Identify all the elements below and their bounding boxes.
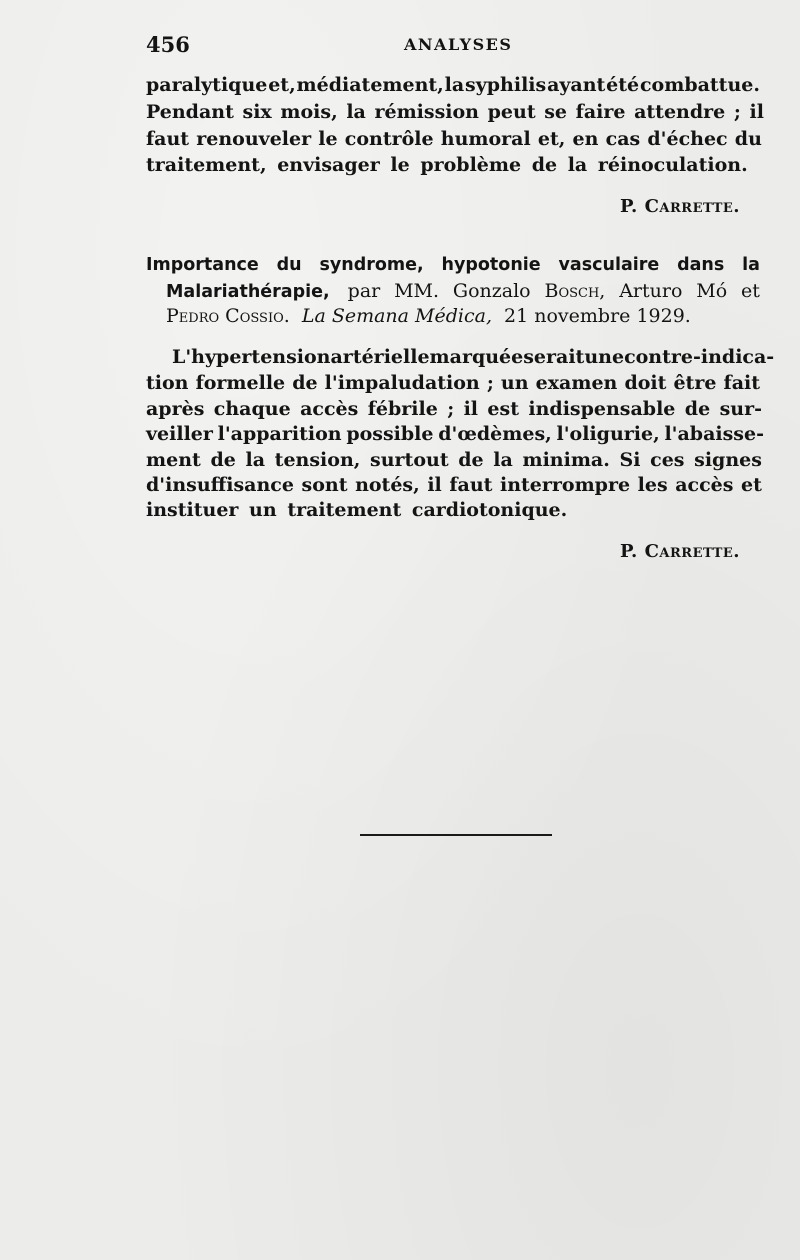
- word: médiatement,: [296, 74, 444, 96]
- word: artérielle: [330, 346, 430, 368]
- word: le: [318, 128, 338, 150]
- word: le: [390, 154, 410, 176]
- word: attendre: [634, 101, 726, 123]
- word: accès: [675, 474, 734, 496]
- word: Bosch,: [544, 280, 606, 302]
- word: veiller: [146, 423, 213, 445]
- article-title-word: Malariathérapie,: [166, 282, 330, 302]
- word: après: [146, 398, 205, 420]
- word: humoral: [440, 128, 531, 150]
- article-authors: [348, 280, 760, 302]
- word: l'impaludation: [324, 372, 480, 394]
- word: réinoculation.: [597, 154, 748, 176]
- word: la: [245, 449, 266, 471]
- word: contrôle: [344, 128, 434, 150]
- word: combattue.: [639, 74, 760, 96]
- word: et,: [268, 74, 296, 96]
- word: ment: [146, 449, 201, 471]
- word: L'hypertension: [172, 346, 331, 368]
- article-title-line: [166, 280, 760, 302]
- word: Si: [619, 449, 641, 471]
- word: syndrome,: [319, 255, 424, 275]
- word: de: [531, 154, 558, 176]
- word: serait: [523, 346, 585, 368]
- word: six: [242, 101, 272, 123]
- paragraph-line: [146, 74, 760, 96]
- page-number: 456: [146, 32, 190, 57]
- journal-name: La Semana Médica,: [301, 305, 492, 327]
- word: de: [210, 449, 236, 471]
- word: fébrile: [367, 398, 438, 420]
- word: faut: [449, 474, 493, 496]
- word: en: [572, 128, 599, 150]
- word: examen: [535, 372, 618, 394]
- word: il: [463, 398, 479, 420]
- paragraph-line: [172, 346, 775, 368]
- word: chaque: [213, 398, 291, 420]
- word: sont: [301, 474, 348, 496]
- word: faire: [575, 101, 626, 123]
- word: et,: [537, 128, 566, 150]
- signature: P. Carrette.: [620, 541, 741, 562]
- word: dans: [677, 255, 725, 275]
- word: ;: [733, 101, 741, 123]
- word: signes: [694, 449, 762, 471]
- paragraph-line: [146, 398, 762, 420]
- word: traitement: [287, 499, 402, 521]
- word: l'oligurie,: [556, 423, 660, 445]
- word: cardiotonique.: [411, 499, 568, 521]
- word: être: [673, 372, 717, 394]
- word: un: [249, 499, 277, 521]
- word: Pendant: [146, 101, 234, 123]
- word: de: [292, 372, 318, 394]
- word: ;: [447, 398, 455, 420]
- word: Arturo: [619, 280, 683, 302]
- word: formelle: [195, 372, 286, 394]
- word: la: [444, 74, 465, 96]
- word: il: [427, 474, 442, 496]
- word: doit: [624, 372, 667, 394]
- word: Gonzalo: [452, 280, 531, 302]
- word: les: [637, 474, 668, 496]
- word: Mó: [696, 280, 728, 302]
- word: de: [684, 398, 711, 420]
- word: tension,: [274, 449, 361, 471]
- word: ces: [650, 449, 685, 471]
- paragraph-line: [146, 423, 764, 445]
- word: l'apparition: [217, 423, 342, 445]
- word: faut: [146, 128, 190, 150]
- word: envisager: [277, 154, 380, 176]
- paragraph-line: [146, 128, 762, 150]
- word: syphilis: [465, 74, 547, 96]
- publication-date: 21 novembre 1929.: [504, 305, 691, 327]
- word: traitement,: [146, 154, 267, 176]
- page-header: [146, 30, 762, 58]
- word: vasculaire: [558, 255, 660, 275]
- word: et: [741, 280, 760, 302]
- word: possible: [346, 423, 434, 445]
- paragraph-line: [146, 499, 567, 521]
- word: d'échec: [647, 128, 728, 150]
- paragraph-line: [146, 372, 760, 394]
- article-title-line: [146, 255, 760, 275]
- word: par: [347, 280, 381, 302]
- paragraph-line: [146, 449, 762, 471]
- word: la: [493, 449, 513, 471]
- signature: P. Carrette.: [620, 196, 741, 217]
- article-author: Pedro Cossio.: [166, 305, 290, 327]
- word: hypotonie: [441, 255, 541, 275]
- article-reference: [166, 305, 691, 327]
- word: notés,: [355, 474, 420, 496]
- word: la: [742, 255, 760, 275]
- word: un: [500, 372, 529, 394]
- word: l'abaisse-: [664, 423, 764, 445]
- word: marquée: [429, 346, 524, 368]
- paragraph-line: [146, 474, 762, 496]
- running-head: ANALYSES: [404, 35, 513, 54]
- word: instituer: [146, 499, 239, 521]
- word: du: [276, 255, 302, 275]
- word: cas: [605, 128, 641, 150]
- word: ayant: [547, 74, 606, 96]
- word: la: [567, 154, 588, 176]
- word: ;: [486, 372, 494, 394]
- word: minima.: [522, 449, 610, 471]
- word: indispensable: [528, 398, 676, 420]
- word: accès: [300, 398, 359, 420]
- word: la: [346, 101, 366, 123]
- word: paralytique: [146, 74, 268, 96]
- word: d'œdèmes,: [438, 423, 552, 445]
- paragraph-line: [146, 154, 748, 176]
- word: de: [458, 449, 484, 471]
- word: surtout: [370, 449, 449, 471]
- word: une: [584, 346, 625, 368]
- word: MM.: [394, 280, 440, 302]
- word: se: [544, 101, 568, 123]
- word: fait: [723, 372, 760, 394]
- word: peut: [487, 101, 536, 123]
- word: tion: [146, 372, 189, 394]
- word: problème: [420, 154, 522, 176]
- word: est: [487, 398, 519, 420]
- word: et: [741, 474, 762, 496]
- word: rémission: [374, 101, 479, 123]
- word: du: [734, 128, 762, 150]
- word: Importance: [146, 255, 259, 275]
- word: il: [749, 101, 764, 123]
- word: contre-indica-: [624, 346, 775, 368]
- word: d'insuffisance: [146, 474, 294, 496]
- word: renouveler: [196, 128, 312, 150]
- word: interrompre: [499, 474, 631, 496]
- word: sur-: [719, 398, 762, 420]
- section-divider-rule: [360, 834, 552, 836]
- word: été: [606, 74, 640, 96]
- word: mois,: [280, 101, 338, 123]
- paragraph-line: [146, 101, 764, 123]
